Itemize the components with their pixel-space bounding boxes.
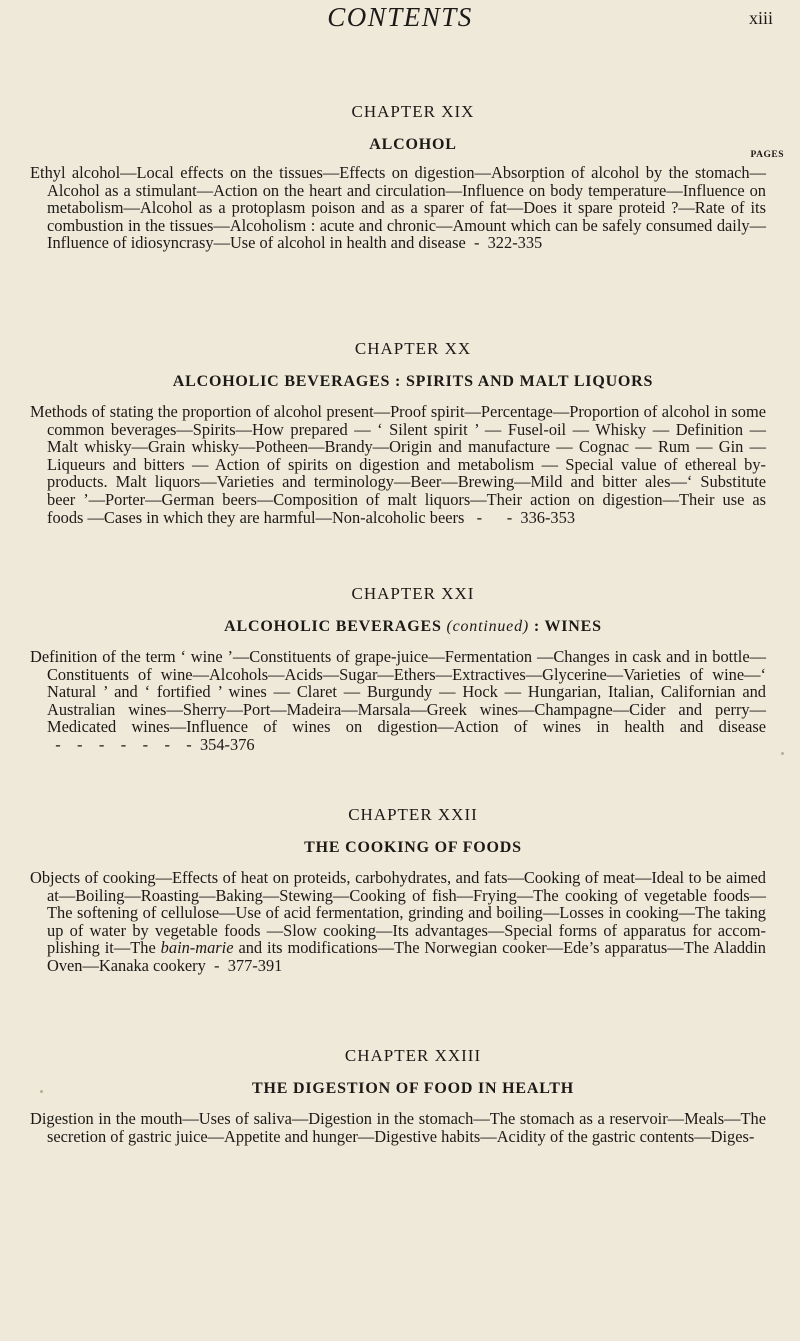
leader-dashes: - - - - - - - bbox=[47, 734, 200, 754]
chapter-19 bbox=[30, 102, 784, 253]
chapter-summary bbox=[30, 869, 766, 975]
summary-text: Objects of cooking—Effects of heat on proteids, carbohydrates, and fats—Cooking of meat—Ideal to be aimed at—Boiling—Roasting—Baking—Stewing—Cooking of fish—Frying—The cooking of vegetable foods—The softening of cellulose—Use of acid fermentation, grinding and boiling—Losses in cooking—The taking up of water by vegetable foods —Slow cooking—Its advantages—Special forms of apparatus for accomplishing it—The bbox=[30, 868, 766, 958]
chapter-subject: THE DIGESTION OF FOOD IN HEALTH bbox=[252, 1080, 574, 1097]
chapter-23 bbox=[30, 1046, 766, 1145]
subject-main: ALCOHOLIC BEVERAGES bbox=[224, 618, 442, 635]
summary-text: Methods of stating the proportion of alcohol present—Proof spirit—Percentage—Proportion of alcohol in some common beverages—Spirits—How prepared — ‘ Silent spirit ’ — Fusel-oil — Whisky — Definition — Malt whisky—Grain whisky—Potheen—Brandy—Origin and manufacture — Cognac — Rum — Gin — Liqueurs and bitters — Action of spirits on digestion and metabolism — Special value of ethereal by-products. Malt liquors—Varieties and terminology—Beer—Brewing—Mild and bitter ales—‘ Substitute beer ’—Porter—German beers—Composition of malt liquors—Their action on digestion—Their use as foods —Cases in which they are harmful—Non-alcoholic beers bbox=[30, 402, 766, 527]
subject-tail: : WINES bbox=[533, 618, 602, 635]
chapter-number: CHAPTER XXI bbox=[351, 584, 475, 603]
chapter-subject bbox=[60, 618, 766, 636]
chapter-summary bbox=[30, 648, 766, 754]
paper-speck bbox=[781, 752, 784, 755]
chapter-number: CHAPTER XXII bbox=[348, 805, 478, 824]
chapter-subject: ALCOHOL bbox=[369, 136, 457, 153]
leader-dashes: - bbox=[465, 233, 488, 253]
chapter-21 bbox=[30, 584, 766, 754]
page-range: 336-353 bbox=[520, 507, 576, 527]
summary-text-continued: and its modifications—The Norwegian cooker—Ede’s apparatus—The Aladdin Oven—Kanaka cookery bbox=[47, 938, 766, 975]
summary-text: Ethyl alcohol—Local effects on the tissues—Effects on digestion—Absorption of alcohol by the stomach—Alcohol as a stimulant—Action on the heart and circulation—Influence on body temperature—Influence on metabolism—Alcohol as a protoplasm poison and as a sparer of fat—Does it spare proteid ?—Rate of its combustion in the tissues—Alcoholism : acute and chronic—Amount which can be safely consumed daily—Influence of idiosyncrasy—Use of alcohol in health and disease bbox=[30, 163, 766, 253]
running-head bbox=[0, 2, 800, 42]
chapter-number: CHAPTER XXIII bbox=[344, 1046, 482, 1065]
chapter-summary bbox=[30, 403, 766, 526]
summary-italic-term: bain-marie bbox=[160, 938, 234, 958]
chapter-number: CHAPTER XX bbox=[354, 339, 472, 358]
page-number: xiii bbox=[748, 8, 773, 28]
chapter-subject: THE COOKING OF FOODS bbox=[304, 839, 522, 856]
paper-speck bbox=[40, 1090, 43, 1093]
subject-note: (continued) bbox=[446, 618, 530, 635]
chapter-22 bbox=[30, 805, 766, 975]
chapter-summary bbox=[30, 1110, 766, 1145]
chapter-number: CHAPTER XIX bbox=[351, 102, 475, 121]
page-range: 377-391 bbox=[227, 955, 283, 975]
page-range: 354-376 bbox=[199, 734, 255, 754]
summary-text: Digestion in the mouth—Uses of saliva—Digestion in the stomach—The stomach as a reservoir—Meals—The secretion of gastric juice—Appetite and hunger—Digestive habits—Acidity of the gastric contents—Diges- bbox=[30, 1109, 766, 1146]
pages-column-label: PAGES bbox=[750, 150, 784, 160]
leader-dashes: - bbox=[205, 955, 228, 975]
leader-dashes: - - bbox=[464, 507, 521, 527]
running-title: CONTENTS bbox=[327, 2, 473, 32]
summary-text: Definition of the term ‘ wine ’—Constituents of grape-juice—Fermentation —Changes in cask and in bottle—Constituents of wine—Alcohols—Acids—Sugar—Ethers—Extractives—Glycerine—Varieties of wine—‘ Natural ’ and ‘ fortified ’ wines — Claret — Burgundy — Hock — Hungarian, Italian, Californian and Australian wines—Sherry—Port—Madeira—Marsala—Greek wines—Champagne—Cider and perry—Medicated wines—Influence of wines on digestion—Action of wines in health and disease bbox=[30, 647, 766, 737]
chapter-20 bbox=[30, 339, 766, 526]
page-range: 322-335 bbox=[487, 233, 543, 253]
chapter-summary bbox=[30, 164, 766, 252]
chapter-subject: ALCOHOLIC BEVERAGES : SPIRITS AND MALT LIQUORS bbox=[172, 373, 654, 390]
